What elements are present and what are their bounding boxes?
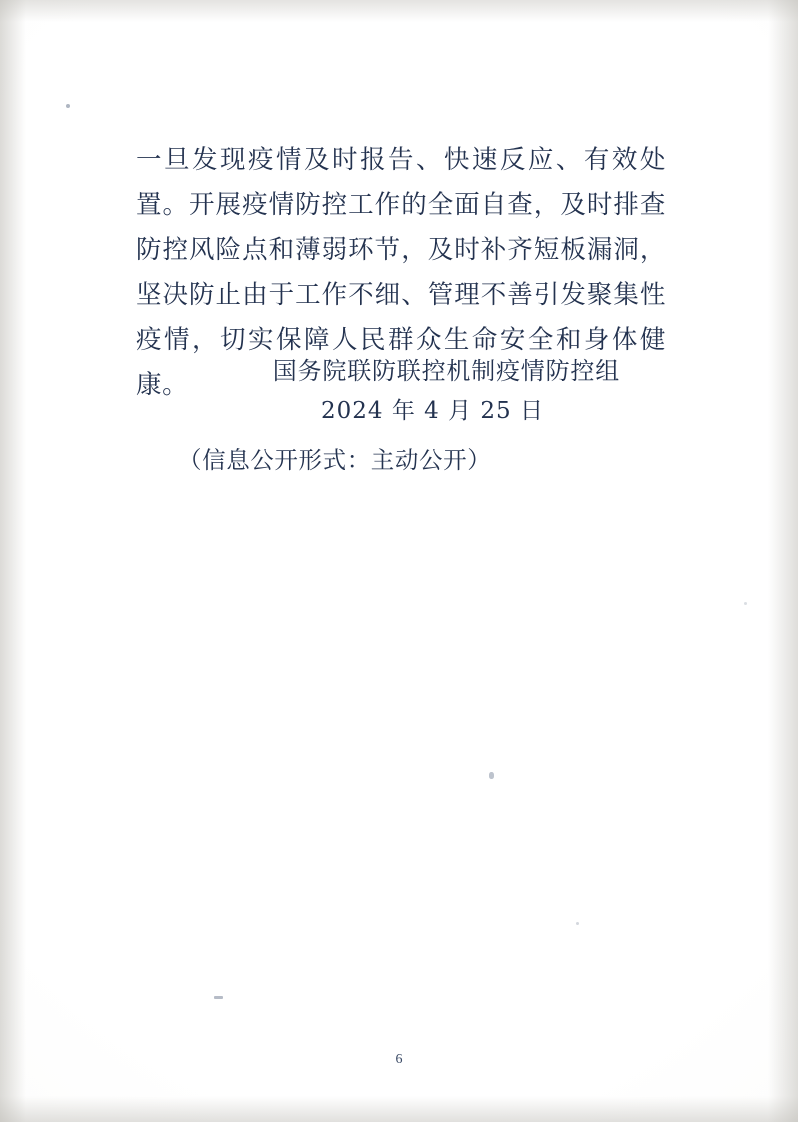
scan-speck-icon (66, 104, 70, 108)
scan-speck-icon (576, 922, 579, 925)
scan-edge-shadow-bottom (0, 1096, 798, 1122)
scan-edge-shadow-top (0, 0, 798, 22)
disclosure-note: （信息公开形式：主动公开） (178, 446, 492, 474)
issue-date: 2024 年 4 月 25 日 (321, 398, 544, 424)
issuing-organization: 国务院联防联控机制疫情防控组 (272, 357, 620, 385)
document-body-paragraph: 一旦发现疫情及时报告、快速反应、有效处置。开展疫情防控工作的全面自查，及时排查防控风险点和薄弱环节，及时补齐短板漏洞，坚决防止由于工作不细、管理不善引发聚集性疫情，切实保障人民群众生命安全和身体健康。 (136, 144, 666, 400)
page-number: 6 (395, 1052, 403, 1067)
scan-edge-shadow-left (0, 0, 26, 1122)
scan-edge-shadow-right (768, 0, 798, 1122)
signature-block (136, 352, 666, 478)
scan-speck-icon (214, 996, 223, 999)
scan-speck-icon (744, 602, 747, 605)
scan-speck-icon (489, 772, 494, 779)
